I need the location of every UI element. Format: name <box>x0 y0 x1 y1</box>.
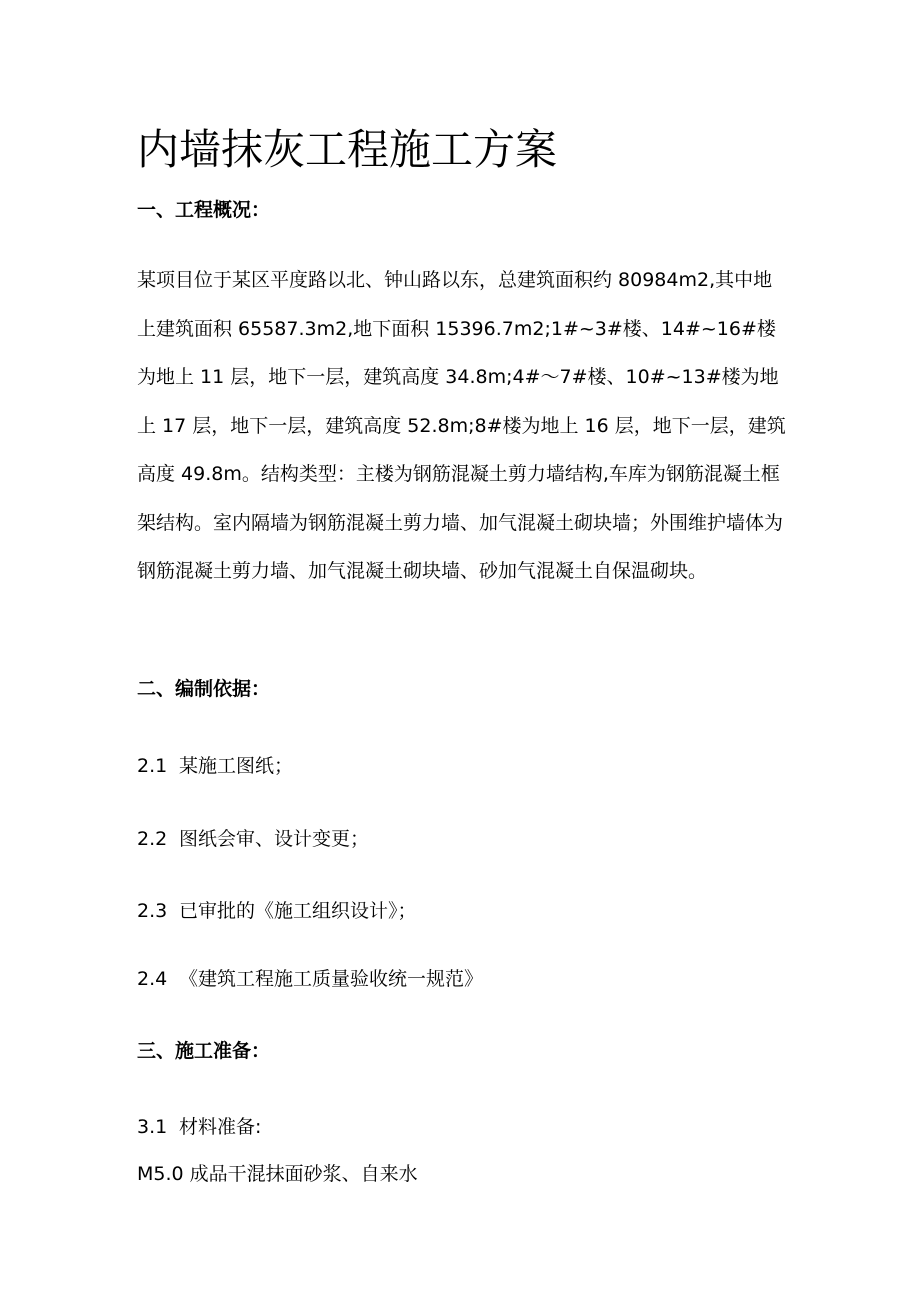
section-heading-overview: 一、工程概况： <box>137 199 271 221</box>
basis-item-text: 图纸会审、设计变更； <box>179 828 370 850</box>
page-title: 内墙抹灰工程施工方案 <box>137 125 558 174</box>
preparation-item-number: 3.1 <box>137 1116 168 1138</box>
preparation-item <box>137 1114 261 1140</box>
basis-item-number: 2.4 <box>137 968 168 990</box>
basis-item <box>137 898 417 924</box>
basis-item-number: 2.2 <box>137 828 168 850</box>
materials-line: M5.0 成品干混抹面砂浆、自来水 <box>137 1163 418 1185</box>
basis-item <box>137 753 293 779</box>
basis-item-number: 2.1 <box>137 755 168 777</box>
basis-item <box>137 826 369 852</box>
preparation-item-text: 材料准备: <box>179 1116 262 1138</box>
basis-item-number: 2.3 <box>137 900 168 922</box>
overview-paragraph: 某项目位于某区平度路以北、钟山路以东，总建筑面积约 80984m2,其中地上建筑面积 65587.3m2,地下面积 15396.7m2;1#~3#楼、14#~16#楼为地上 11 层，地下一层，建筑高度 34.8m;4#～7#楼、10#~13#楼为地上 17 层，地下一层，建筑高度 52.8m;8#楼为地上 16 层，地下一层，建筑高度 49.8m。结构类型：主楼为钢筋混凝土剪力墙结构,车库为钢筋混凝土框架结构。室内隔墙为钢筋混凝土剪力墙、加气混凝土砌块墙；外围维护墙体为钢筋混凝土剪力墙、加气混凝土砌块墙、砂加气混凝土自保温砌块。 <box>137 269 786 582</box>
basis-item <box>137 966 483 992</box>
section-heading-basis: 二、编制依据： <box>137 678 271 700</box>
basis-item-text: 《建筑工程施工质量验收统一规范》 <box>179 968 484 990</box>
section-heading-preparation: 三、施工准备： <box>137 1040 271 1062</box>
basis-item-text: 某施工图纸； <box>179 755 294 777</box>
basis-item-text: 已审批的《施工组织设计》； <box>179 900 417 922</box>
